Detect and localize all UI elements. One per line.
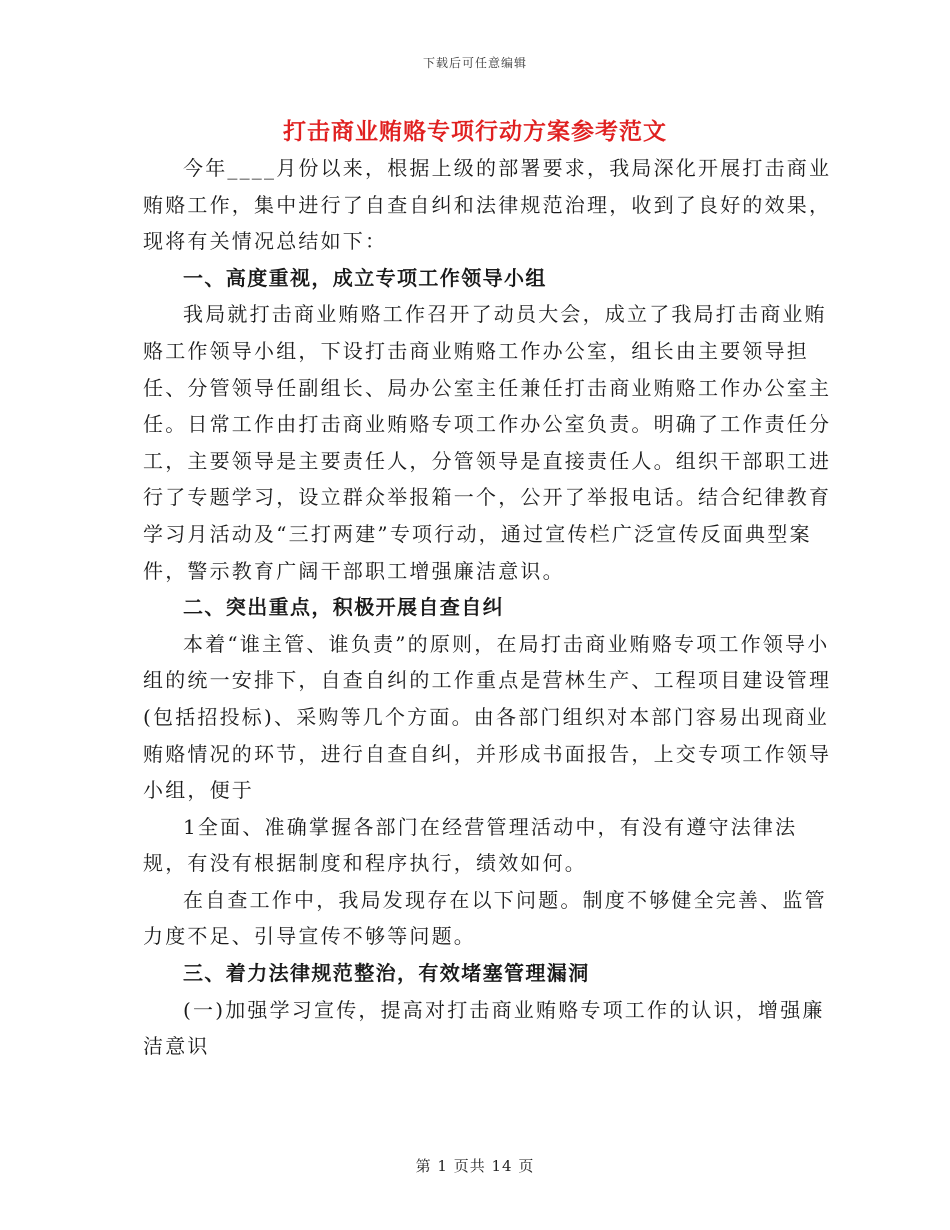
section-2-paragraph-1: 本着“谁主管、谁负责”的原则，在局打击商业贿赂专项工作领导小组的统一安排下，自查自纠的工作重点是营林生产、工程项目建设管理(包括招投标)、采购等几个方面。由各部门组织对本部门容易出现商业贿赂情况的环节，进行自查自纠，并形成书面报告，上交专项工作领导小组，便于 [143,631,832,803]
section-3-paragraph-1: (一)加强学习宣传，提高对打击商业贿赂专项工作的认识，增强廉洁意识 [143,997,825,1059]
section-1-heading: 一、高度重视，成立专项工作领导小组 [183,265,547,290]
document-title: 打击商业贿赂专项行动方案参考范文 [283,118,667,145]
section-2-paragraph-2: 1全面、准确掌握各部门在经营管理活动中，有没有遵守法律法规，有没有根据制度和程序执行，绩效如何。 [143,814,798,876]
header-note: 下载后可任意编辑 [422,56,527,70]
section-3-heading: 三、着力法律规范整治，有效堵塞管理漏洞 [183,961,590,986]
section-2-paragraph-3: 在自查工作中，我局发现存在以下问题。制度不够健全完善、监管力度不足、引导宣传不够等问题。 [143,887,827,949]
intro-paragraph: 今年____月份以来，根据上级的部署要求，我局深化开展打击商业贿赂工作，集中进行了自查自纠和法律规范治理，收到了良好的效果，现将有关情况总结如下： [143,156,832,254]
document-body [143,150,833,1065]
section-1-paragraph: 我局就打击商业贿赂工作召开了动员大会，成立了我局打击商业贿赂工作领导小组，下设打击商业贿赂工作办公室，组长由主要领导担任、分管领导任副组长、局办公室主任兼任打击商业贿赂工作办公室主任。日常工作由打击商业贿赂专项工作办公室负责。明确了工作责任分工，主要领导是主要责任人，分管领导是直接责任人。组织干部职工进行了专题学习，设立群众举报箱一个，公开了举报电话。结合纪律教育学习月活动及“三打两建”专项行动，通过宣传栏广泛宣传反面典型案件，警示教育广阔干部职工增强廉洁意识。 [143,302,832,583]
section-2-heading: 二、突出重点，积极开展自查自纠 [183,595,504,620]
page-number: 第 1 页共 14 页 [415,1157,535,1175]
